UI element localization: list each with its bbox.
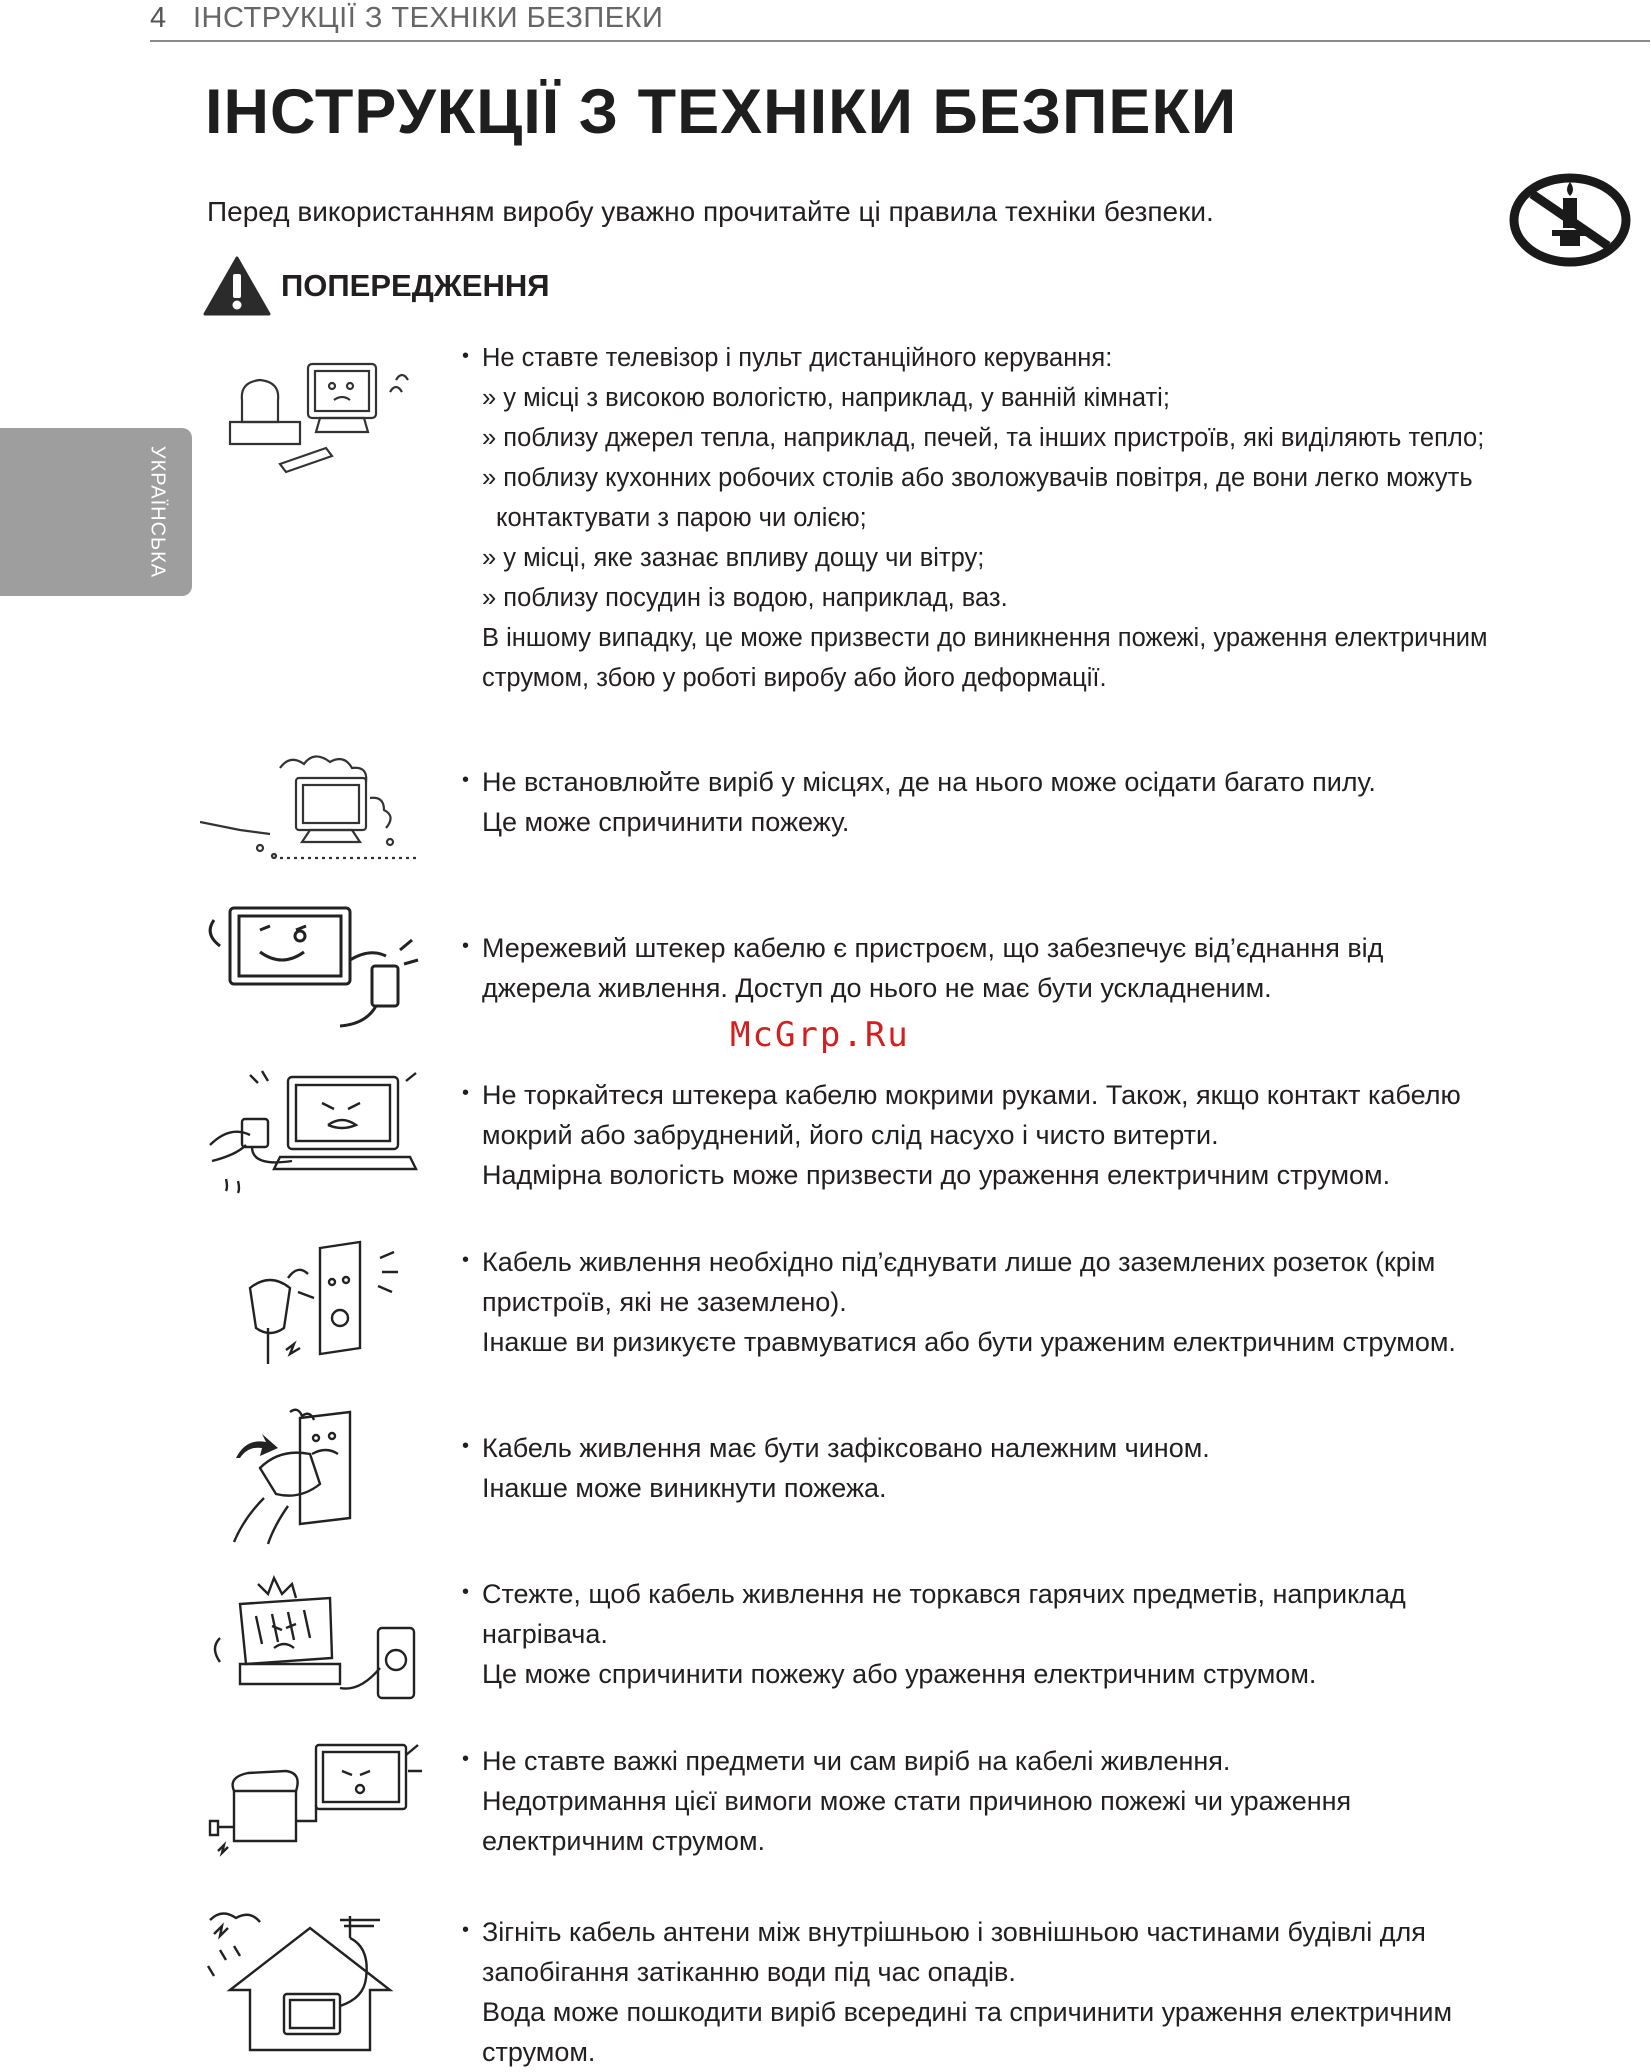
intro-text: Перед використанням виробу уважно прочитайте ці правила техніки безпеки.	[207, 196, 1214, 227]
tv-wet-hands-illustration-icon	[200, 1061, 430, 1211]
tv-plug-access-illustration-icon	[200, 890, 430, 1040]
item-line: Інакше може виникнути пожежа.	[482, 1473, 887, 1503]
item-text	[462, 1741, 1582, 1861]
item-line: » поблизу джерел тепла, наприклад, печей, та інших пристроїв, які виділяють тепло;	[482, 424, 1485, 452]
item-line: В іншому випадку, це може призвести до виникнення пожежі, ураження електричним	[482, 624, 1488, 652]
item-text	[462, 338, 1582, 698]
item-line: електричним струмом.	[482, 1826, 766, 1856]
grounded-socket-illustration-icon	[200, 1238, 430, 1388]
item-line: » у місці з високою вологістю, наприклад, у ванній кімнаті;	[482, 384, 1170, 412]
item-line: Вода може пошкодити виріб всередині та спричинити ураження електричним	[482, 1997, 1453, 2027]
item-text	[462, 1242, 1582, 1362]
item-line: запобігання затіканню води під час опадів.	[482, 1957, 1016, 1987]
item-line: Інакше ви ризикуєте травмуватися або бути ураженим електричним струмом.	[482, 1327, 1456, 1357]
tv-humidity-illustration-icon	[200, 352, 430, 502]
page-header	[150, 0, 1650, 42]
item-line: • Не ставте важкі предмети чи сам виріб на кабелі живлення.	[462, 1741, 1582, 1781]
item-line: • Не ставте телевізор і пульт дистанційного керування:	[462, 338, 1582, 378]
page-title: ІНСТРУКЦІЇ З ТЕХНІКИ БЕЗПЕКИ	[205, 77, 1238, 147]
item-line: • Не торкайтеся штекера кабелю мокрими руками. Також, якщо контакт кабелю	[462, 1075, 1582, 1115]
antenna-cable-house-illustration-icon	[200, 1910, 430, 2060]
warning-label: ПОПЕРЕДЖЕННЯ	[281, 268, 550, 303]
page-number: 4	[150, 2, 167, 34]
item-text	[462, 1912, 1582, 2072]
item-line: Це може спричинити пожежу або ураження електричним струмом.	[482, 1659, 1317, 1689]
item-line: • Кабель живлення необхідно під’єднувати лише до заземлених розеток (крім	[462, 1242, 1582, 1282]
item-line: Це може спричинити пожежу.	[482, 807, 850, 837]
item-line: контактувати з парою чи олією;	[496, 504, 867, 532]
item-text	[462, 928, 1582, 1008]
item-line: » поблизу кухонних робочих столів або зволожувачів повітря, де вони легко можуть	[482, 464, 1473, 492]
item-text	[462, 1428, 1582, 1508]
item-line: • Кабель живлення має бути зафіксовано належним чином.	[462, 1428, 1582, 1468]
item-line: нагрівача.	[482, 1619, 608, 1649]
item-text	[462, 1574, 1582, 1694]
language-tab-label: УКРАЇНСЬКА	[146, 445, 169, 579]
item-text	[462, 762, 1582, 842]
item-line: » поблизу посудин із водою, наприклад, ваз.	[482, 584, 1008, 612]
item-line: • Мережевий штекер кабелю є пристроєм, що забезпечує від’єднання від	[462, 928, 1582, 968]
warning-icon	[203, 256, 271, 316]
item-line: струмом, збою у роботі виробу або його деформації.	[482, 664, 1107, 692]
tv-dust-illustration-icon	[200, 738, 430, 888]
item-line: пристроїв, які не заземлено).	[482, 1287, 847, 1317]
item-line: Недотримання цієї вимоги може стати причиною пожежі чи ураження	[482, 1786, 1352, 1816]
language-side-tab	[0, 428, 192, 596]
cable-heater-illustration-icon	[200, 1568, 430, 1718]
plug-insert-illustration-icon	[200, 1398, 430, 1548]
item-line: джерела живлення. Доступ до нього не має бути ускладненим.	[482, 973, 1272, 1003]
watermark: McGrp.Ru	[730, 1015, 910, 1055]
item-line: • Зігніть кабель антени між внутрішньою і зовнішньою частинами будівлі для	[462, 1912, 1582, 1952]
item-line: струмом.	[482, 2037, 596, 2067]
no-candle-icon	[1508, 172, 1632, 268]
item-line: » у місці, яке зазнає впливу дощу чи вітру;	[482, 544, 985, 572]
running-title: ІНСТРУКЦІЇ З ТЕХНІКИ БЕЗПЕКИ	[193, 2, 664, 34]
item-text	[462, 1075, 1582, 1195]
item-line: мокрий або забруднений, його слід насухо і чисто витерти.	[482, 1120, 1219, 1150]
heavy-object-cable-illustration-icon	[200, 1731, 430, 1881]
item-line: • Стежте, щоб кабель живлення не торкався гарячих предметів, наприклад	[462, 1574, 1582, 1614]
item-line: Надмірна вологість може призвести до ураження електричним струмом.	[482, 1160, 1391, 1190]
item-line: • Не встановлюйте виріб у місцях, де на нього може осідати багато пилу.	[462, 762, 1582, 802]
